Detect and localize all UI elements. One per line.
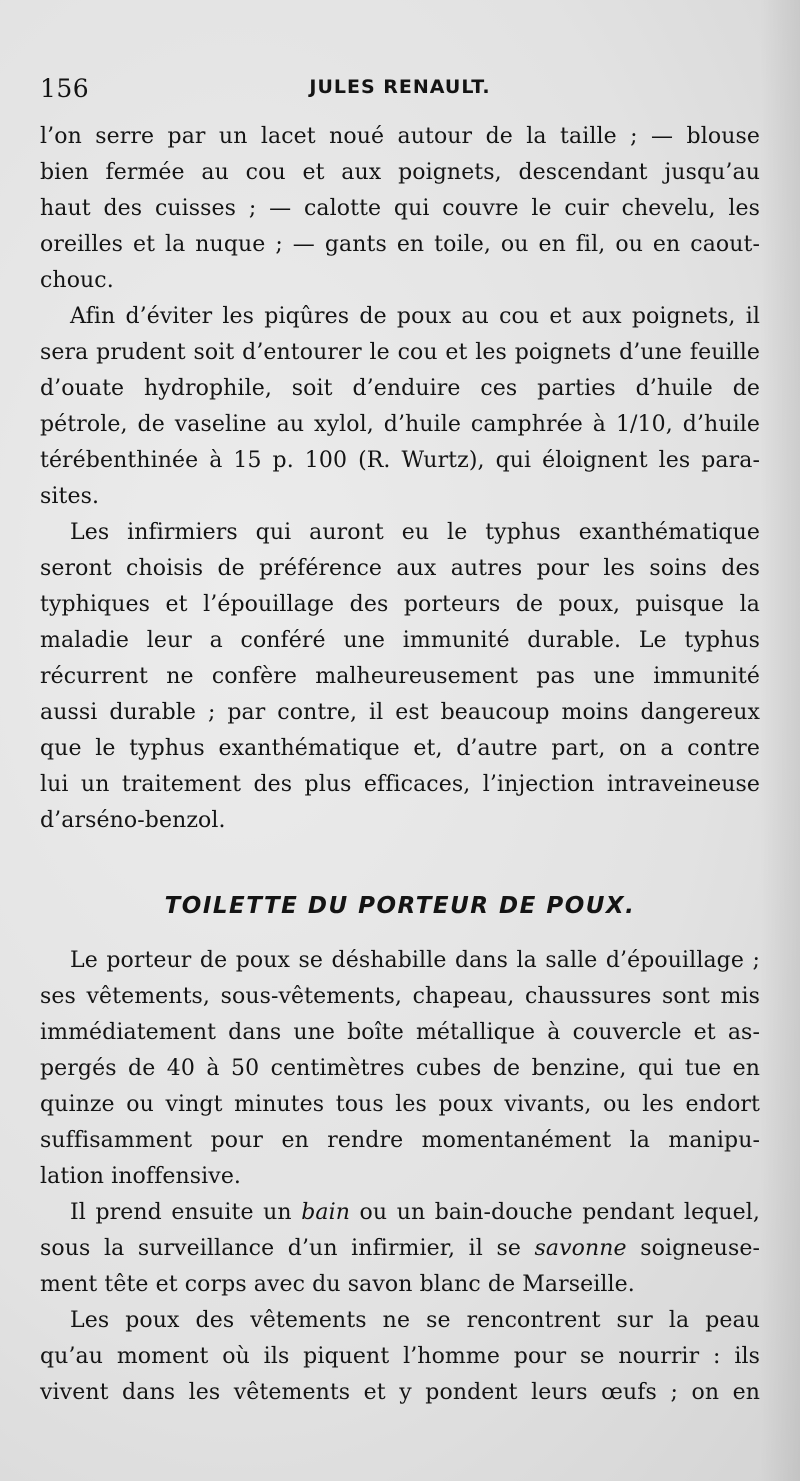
- text-line: sera prudent soit d’entourer le cou et les poignets d’une feuille: [40, 340, 760, 365]
- body-text: [40, 119, 760, 1411]
- text-line: [40, 1231, 760, 1267]
- text-line: Le porteur de poux se déshabille dans la salle d’épouillage ;: [70, 948, 760, 973]
- text-line: pétrole, de vaseline au xylol, d’huile camphrée à 1/10, d’huile: [40, 412, 760, 437]
- text-line: bien fermée au cou et aux poignets, descendant jusqu’au: [40, 160, 760, 185]
- paragraph-6: [40, 1303, 760, 1411]
- page-header: [40, 74, 760, 114]
- paragraph-4: [40, 943, 760, 1195]
- text-line: d’arséno-benzol.: [40, 808, 226, 833]
- text-run: soigneuse-: [626, 1236, 760, 1261]
- text-line: récurrent ne confère malheureusement pas une immunité: [40, 664, 760, 689]
- text-line: haut des cuisses ; — calotte qui couvre le cuir chevelu, les: [40, 196, 760, 221]
- text-line: quinze ou vingt minutes tous les poux vivants, ou les endort: [40, 1092, 760, 1117]
- text-line: chouc.: [40, 268, 114, 293]
- paragraph-2: [40, 299, 760, 515]
- text-line: sites.: [40, 484, 100, 509]
- page-edge-shadow: [760, 0, 800, 1481]
- text-line: Les infirmiers qui auront eu le typhus exanthématique: [70, 520, 760, 545]
- text-line: l’on serre par un lacet noué autour de la taille ; — blouse: [40, 124, 760, 149]
- paragraph-1: [40, 119, 760, 299]
- text-run: ou un bain-douche pendant lequel,: [350, 1200, 760, 1225]
- emphasis-text: savonne: [534, 1236, 627, 1261]
- text-run: sous la surveillance d’un infirmier, il se: [40, 1236, 535, 1261]
- text-line: Afin d’éviter les piqûres de poux au cou et aux poignets, il: [70, 304, 760, 329]
- text-line: vivent dans les vêtements et y pondent leurs œufs ; on en: [40, 1380, 760, 1405]
- paragraph-3: [40, 515, 760, 839]
- text-line: pergés de 40 à 50 centimètres cubes de benzine, qui tue en: [40, 1056, 760, 1081]
- text-line: [40, 1195, 760, 1231]
- text-line: térébenthinée à 15 p. 100 (R. Wurtz), qui éloignent les para-: [40, 448, 760, 473]
- section-title: TOILETTE DU PORTEUR DE POUX.: [164, 893, 636, 919]
- text-line: ment tête et corps avec du savon blanc de Marseille.: [40, 1272, 635, 1297]
- text-line: immédiatement dans une boîte métallique à couvercle et as-: [40, 1020, 760, 1045]
- page-number: 156: [40, 74, 90, 103]
- text-line: qu’au moment où ils piquent l’homme pour se nourrir : ils: [40, 1344, 760, 1369]
- text-line: suffisamment pour en rendre momentanément la manipu-: [40, 1128, 760, 1153]
- text-line: que le typhus exanthématique et, d’autre part, on a contre: [40, 736, 760, 761]
- emphasis-text: bain: [301, 1200, 351, 1225]
- text-line: d’ouate hydrophile, soit d’enduire ces parties d’huile de: [40, 376, 760, 401]
- text-line: lation inoffensive.: [40, 1164, 242, 1189]
- text-line: Les poux des vêtements ne se rencontrent sur la peau: [70, 1308, 760, 1333]
- text-line: lui un traitement des plus efficaces, l’injection intraveineuse: [40, 772, 760, 797]
- paragraph-5: [40, 1195, 760, 1303]
- text-line: oreilles et la nuque ; — gants en toile, ou en fil, ou en caout-: [40, 232, 760, 257]
- running-head: JULES RENAULT.: [309, 76, 491, 98]
- text-line: seront choisis de préférence aux autres pour les soins des: [40, 556, 760, 581]
- text-line: aussi durable ; par contre, il est beaucoup moins dangereux: [40, 700, 760, 725]
- text-run: Il prend ensuite un: [70, 1200, 302, 1225]
- text-line: ses vêtements, sous-vêtements, chapeau, chaussures sont mis: [40, 984, 760, 1009]
- text-line: typhiques et l’épouillage des porteurs de poux, puisque la: [40, 592, 760, 617]
- text-line: maladie leur a conféré une immunité durable. Le typhus: [40, 628, 760, 653]
